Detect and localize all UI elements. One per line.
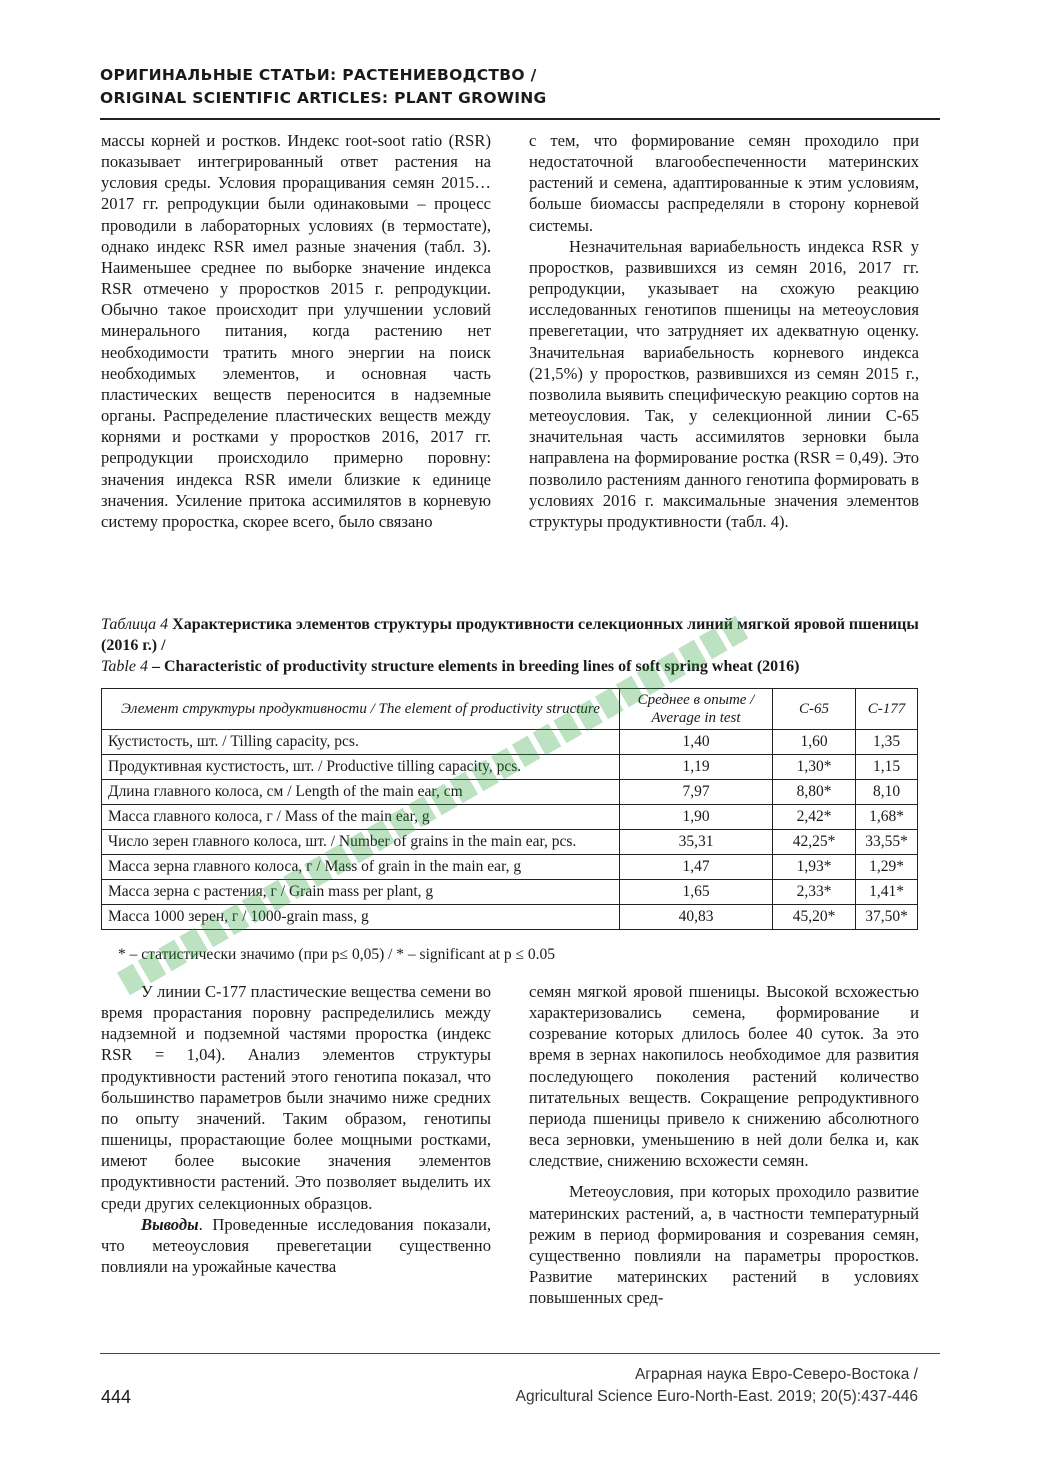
left-column-bottom xyxy=(101,981,491,1277)
cell-element: Масса зерна главного колоса, г / Mass of grain in the main ear, g xyxy=(102,855,620,880)
header-c65: С-65 xyxy=(773,689,856,730)
cell-element: Продуктивная кустистость, шт. / Productive tilling capacity, pcs. xyxy=(102,755,620,780)
table-row xyxy=(102,830,918,855)
table-header-row xyxy=(102,689,918,730)
header-average: Среднее в опыте / Average in test xyxy=(620,689,773,730)
journal-title-ru: Аграрная наука Евро-Северо-Востока / xyxy=(634,1366,918,1383)
table-caption: Таблица 4 Характеристика элементов структуры продуктивности селекционных линий мягкой яровой пшеницы (2016 г.) / Table 4 – Characteristic of productivity structure elements in breeding lines of soft spring wheat (2016) xyxy=(101,616,919,675)
journal-citation xyxy=(516,1364,918,1408)
paragraph-conclusions xyxy=(101,1214,491,1277)
header-line-ru: ОРИГИНАЛЬНЫЕ СТАТЬИ: РАСТЕНИЕВОДСТВО / xyxy=(100,66,537,84)
cell-c65: 1,60 xyxy=(773,730,856,755)
cell-average: 1,19 xyxy=(620,755,773,780)
table-footnote: * – статистически значимо (при p≤ 0,05) / * – significant at p ≤ 0.05 xyxy=(118,946,556,963)
cell-c65: 8,80* xyxy=(773,780,856,805)
cell-element: Длина главного колоса, см / Length of the main ear, cm xyxy=(102,780,620,805)
cell-c177: 1,35 xyxy=(856,730,918,755)
cell-c177: 33,55* xyxy=(856,830,918,855)
running-header xyxy=(100,64,940,110)
cell-c177: 1,41* xyxy=(856,880,918,905)
table-row xyxy=(102,905,918,930)
journal-title-en: Agricultural Science Euro-North-East. 2019; 20(5):437-446 xyxy=(515,1388,918,1405)
cell-average: 1,47 xyxy=(620,855,773,880)
header-element: Элемент структуры продуктивности / The element of productivity structure xyxy=(102,689,620,730)
cell-element: Кустистость, шт. / Tilling capacity, pcs. xyxy=(102,730,620,755)
cell-c65: 1,30* xyxy=(773,755,856,780)
table-title-ru: Характеристика элементов структуры продуктивности селекционных линий мягкой яровой пшеницы (2016 г.) / xyxy=(101,616,919,654)
cell-c177: 8,10 xyxy=(856,780,918,805)
cell-c177: 37,50* xyxy=(856,905,918,930)
cell-c177: 1,68* xyxy=(856,805,918,830)
table-row xyxy=(102,755,918,780)
table-label-ru: Таблица 4 xyxy=(101,616,169,633)
cell-c177: 1,15 xyxy=(856,755,918,780)
table-row xyxy=(102,730,918,755)
productivity-table xyxy=(101,688,918,930)
cell-c65: 1,93* xyxy=(773,855,856,880)
paragraph: массы корней и ростков. Индекс root-soot ratio (RSR) показывает интегрированный ответ растения на условия среды. Условия проращивания семян 2015…2017 гг. репродукции были одинаковыми – процесс проводили в лабораторных условиях (в термостате), однако индекс RSR имел разные значения (табл. 3). Наименьшее среднее по выборке значение индекса RSR отмечено у проростков 2015 г. репродукции. Обычно такое происходит при улучшении условий минерального питания, когда растению нет необходимости тратить много энергии на поиск необходимых элементов, и основная часть пластических веществ переносится в надземные органы. Распределение пластических веществ между корнями и ростками у проростков 2016, 2017 гг. репродукции происходило примерно поровну: значения индекса RSR имели близкие к единице значения. Усиление притока ассимилятов в корневую систему проростка, скорее всего, было связано xyxy=(101,131,491,531)
paragraph: с тем, что формирование семян проходило при недостаточной влагообеспеченности материнских растений и семена, адаптированные к этим условиям, больше биомассы распределяли в сторону корневой системы. xyxy=(529,131,919,235)
left-column-top xyxy=(101,130,491,532)
conclusions-lead: Выводы xyxy=(141,1214,199,1234)
table-title-en: Characteristic of productivity structure elements in breeding lines of soft spring wheat (2016) xyxy=(163,658,800,675)
cell-average: 1,90 xyxy=(620,805,773,830)
cell-c65: 42,25* xyxy=(773,830,856,855)
cell-average: 40,83 xyxy=(620,905,773,930)
conclusions-text: . Проведенные исследования показали, что метеоусловия превегетации существенно повлияли на урожайные качества xyxy=(101,1214,491,1277)
paragraph: семян мягкой яровой пшеницы. Высокой всхожестью характеризовались семена, формирование и созревание которых длилось более 40 суток. За это время в зернах накопилось необходимое для развития последующего поколения растений количество питательных веществ. Сокращение репродуктивного периода пшеницы привело к снижению абсолютного веса зерновки, уменьшению в ней доли белка и, как следствие, снижению всхожести семян. xyxy=(529,982,919,1171)
table-row xyxy=(102,780,918,805)
header-c177: С-177 xyxy=(856,689,918,730)
paragraph: Метеоусловия, при которых проходило развитие материнских растений, а, в частности температурный режим в период формирования и созревания семян, существенно повлияли на параметры проростков. Развитие материнских растений в условиях повышенных сред- xyxy=(529,1182,919,1308)
header-divider xyxy=(100,118,940,120)
table-row xyxy=(102,855,918,880)
cell-average: 1,40 xyxy=(620,730,773,755)
header-line-en: ORIGINAL SCIENTIFIC ARTICLES: PLANT GROWING xyxy=(100,89,547,107)
cell-element: Число зерен главного колоса, шт. / Number of grains in the main ear, pcs. xyxy=(102,830,620,855)
paragraph: У линии С-177 пластические вещества семени во время прорастания поровну распределились между надземной и подземной частями проростка (индекс RSR = 1,04). Анализ элементов структуры продуктивности растений этого генотипа показал, что большинство параметров были значимо ниже средних по опыту значений. Таким образом, генотипы пшеницы, прорастающие более мощными ростками, имеют более высокие значения элементов продуктивности растений. Это позволяет выделить их среди других селекционных образцов. xyxy=(101,982,491,1213)
cell-average: 35,31 xyxy=(620,830,773,855)
cell-c177: 1,29* xyxy=(856,855,918,880)
right-column-top xyxy=(529,130,919,532)
cell-c65: 2,33* xyxy=(773,880,856,905)
cell-element: Масса зерна с растения, г / Grain mass per plant, g xyxy=(102,880,620,905)
right-column-bottom xyxy=(529,981,919,1308)
cell-c65: 45,20* xyxy=(773,905,856,930)
paragraph: Незначительная вариабельность индекса RSR у проростков, развившихся из семян 2016, 2017 гг. репродукции, указывает на схожую реакцию исследованных генотипов пшеницы на метеоусловия превегетации, что затрудняет их адекватную оценку. Значительная вариабельность корневого индекса (21,5%) у проростков, развившихся из семян 2015 г., позволила выявить специфическую реакцию сортов на метеоусловия. Так, у селекционной линии С-65 значительная часть ассимилятов зерновки была направлена на формирование ростка (RSR = 0,49). Это позволило растениям данного генотипа формировать в условиях 2016 г. максимальные значения элементов структуры продуктивности (табл. 4). xyxy=(529,236,919,531)
cell-c65: 2,42* xyxy=(773,805,856,830)
table-row xyxy=(102,880,918,905)
cell-element: Масса 1000 зерен, г / 1000-grain mass, g xyxy=(102,905,620,930)
cell-element: Масса главного колоса, г / Mass of the main ear, g xyxy=(102,805,620,830)
table-row xyxy=(102,805,918,830)
footer-divider xyxy=(100,1353,940,1354)
cell-average: 7,97 xyxy=(620,780,773,805)
page-number: 444 xyxy=(101,1387,132,1407)
table-label-en: Table 4 xyxy=(101,658,148,675)
cell-average: 1,65 xyxy=(620,880,773,905)
